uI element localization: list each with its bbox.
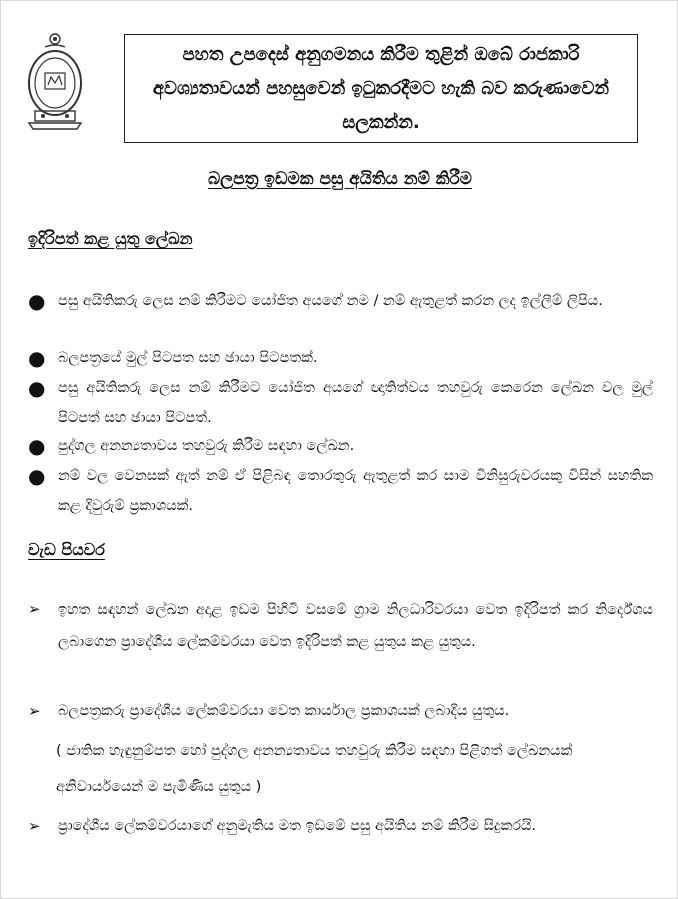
procedure-note: ( ජාතික හැඳුනුම්පත හෝ පුද්ගල අනන්‍යතාවය තහවුරු කිරීම සඳහා පිළිගත් ලේඛනයක් අනිවාර්යයෙන් ම පැමිණිය යුතුය )	[56, 743, 573, 795]
bullet-icon: ●	[28, 376, 46, 400]
instruction-notice-text: පහත උපදෙස් අනුගමනය කිරීම තුළින් ඔබේ රාජකාරි අවශ්‍යතාවයන් පහසුවෙන් ඉටුකරදීමට හැකි බව කරුණාවෙන් සලකන්න.	[152, 43, 610, 133]
requirements-heading: ඉදිරිපත් කළ යුතු ලේඛන	[28, 229, 193, 248]
bullet-icon: ●	[28, 289, 46, 313]
arrow-bullet-icon: ➢	[28, 600, 41, 618]
document-page: පහත උපදෙස් අනුගමනය කිරීම තුළින් ඔබේ රාජකාරි අවශ්‍යතාවයන් පහසුවෙන් ඉටුකරදීමට හැකි බව කරුණාවෙන් සලකන්න. බලපත්‍ර ඉඩමක පසු අයිතිය නම් කිරීම ඉදිරිපත් කළ යුතු ලේඛන ● පසු අයිතිකරු ලෙස නම් කිරීමට යෝජිත අයගේ නම / නම් ඇතුළත් කරන ලද ඉල්ලීම් ලිපිය. ● බලපත්‍රයේ මුල් පිටපත සහ ඡායා පිටපතක්. ● පසු අයිතිකරු ලෙස නම් කිරීමට යෝජිත අයගේ ඥාතිත්වය තහවුරු කෙරෙන ලේඛන වල මුල් පිටපත් සහ ඡායා පිටපත්. ● පුද්ගල අනන්‍යතාවය තහවුරු කිරීම සඳහා ලේඛන. ● නම් වල වෙනසක් ඇත් නම් ඒ පිළිබඳ තොරතුරු ඇතුළත් කර සාම විනිසුරුවරයකු විසින් සහතික කළ දිවුරුම් ප්‍රකාශයක්. වැඩ පියවර ➢ ඉහත සඳහන් ලේඛන අදාළ ඉඩම පිහිටි වසමේ ග්‍රාම නිලධාරිවරයා වෙත ඉදිරිපත් කර නිර්දේශය ලබාගෙන ප්‍රාදේශීය ලේකම්වරයා වෙත ඉදිරිපත් කළ යුතුය කළ යුතුය. ➢ බලපත්‍රකරු ප්‍රාදේශීය ලේකම්වරයා වෙත කාර්යාල ප්‍රකාශයක් ලබාදිය යුතුය. ( ජාතික හැඳුනුම්පත හෝ පුද්ගල අනන්‍යතාවය තහවුරු කිරීම සඳහා පිළිගත් ලේඛනයක් අනිවාර්යයෙන් ම පැමිණිය යුතුය ) ➢ ප්‍රාදේශීය ලේකම්වරයාගේ අනුමැතිය මත ඉඩමේ පසු අයිතිය නම් කිරීම සිදුකරයි.	[0, 0, 678, 899]
bullet-icon: ●	[28, 346, 46, 370]
bullet-icon: ●	[28, 464, 46, 488]
document-title: බලපත්‍ර ඉඩමක පසු අයිතිය නම් කිරීම	[207, 169, 473, 189]
national-emblem-icon	[23, 31, 87, 131]
arrow-bullet-icon: ➢	[28, 702, 41, 720]
procedure-heading: වැඩ පියවර	[28, 540, 105, 559]
instruction-notice-box	[124, 34, 638, 143]
arrow-bullet-icon: ➢	[28, 817, 41, 835]
bullet-icon: ●	[28, 434, 46, 458]
